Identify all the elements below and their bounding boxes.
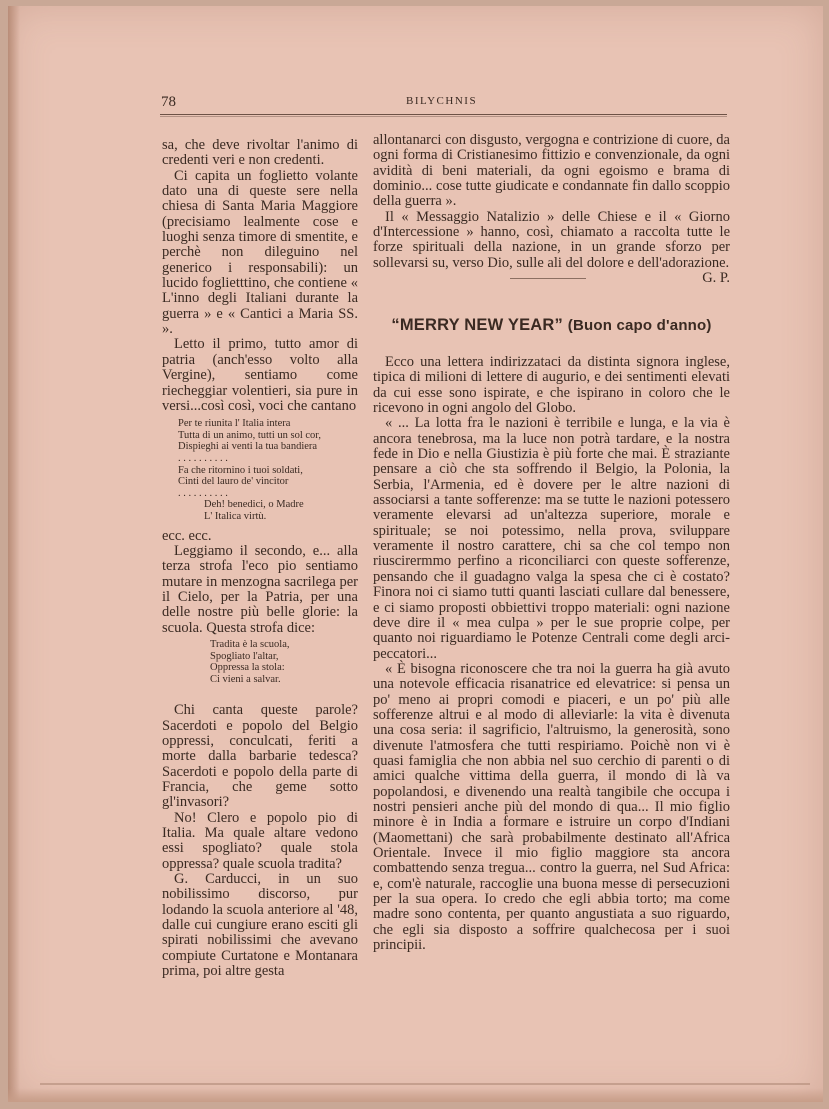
left-column — [162, 138, 358, 980]
verse-stanza-1 — [178, 418, 358, 522]
page-edge-shadow — [8, 6, 20, 1102]
verse-line: Spogliato l'altar, — [210, 650, 279, 662]
verse-line: Dispieghi ai venti la tua bandiera — [178, 441, 318, 453]
article-title — [373, 316, 730, 335]
verse-line: Deh! benedici, o Madre — [204, 499, 304, 511]
left-paragraph-6: Chi canta queste parole? Sacerdoti e popolo del Belgio oppressi, conculcati, feriti a morte dalla barbarie tedesca? Sacerdoti e popolo della parte di Francia, che geme sotto gl'invasori? — [162, 702, 358, 811]
left-paragraph-7: No! Clero e popolo pio di Italia. Ma quale altare vedono essi spogliato? quale stola oppressa? quale scuola tradita? — [162, 809, 358, 872]
verse-line: Cinti del lauro de' vincitor — [178, 476, 289, 488]
header-rule-secondary — [160, 116, 727, 117]
left-paragraph-2: Ci capita un foglietto volante dato una di queste sere nella chiesa di Santa Maria Maggiore (precisiamo lealmente cose e luoghi senza timore di smentite, e perchè non dileguino nel generico i responsabili): un lucido foglietttino, che contiene « L'inno degli Italiani durante la guerra » e « Cantici a Maria SS. ». — [162, 167, 358, 338]
verse-ellipsis: . . . . . . . . . . — [178, 452, 228, 464]
verse-line: Per te riunita l' Italia intera — [178, 418, 291, 430]
signature: G. P. — [702, 270, 730, 287]
bottom-rule — [40, 1083, 810, 1085]
header-rule — [160, 114, 727, 115]
verse-line: L' Italica virtù. — [204, 510, 267, 522]
verse-line: Oppressa la stola: — [210, 662, 285, 674]
page-number: 78 — [161, 94, 176, 110]
left-paragraph-4: ecc. ecc. — [162, 527, 212, 544]
page-bottom-shadow — [8, 1088, 823, 1102]
verse-line: Fa che ritornino i tuoi soldati, — [178, 464, 303, 476]
verse-stanza-scuola — [210, 639, 358, 685]
right-column — [373, 133, 730, 286]
running-head: BILYCHNIS — [406, 95, 478, 107]
left-paragraph-5: Leggiamo il secondo, e... alla terza strofa l'eco pio sentiamo mutare in menzogna sacrilega per il Cielo, per la Patria, per una delle nostre più belle glorie: la scuola. Questa strofa dice: — [162, 542, 358, 636]
article-body — [373, 355, 730, 953]
verse-line: Ci vieni a salvar. — [210, 673, 281, 685]
article-paragraph-1: Ecco una lettera indirizzataci da distinta signora inglese, tipica di milioni di lettere di augurio, e dei sentimenti elevati da cui esse sono ispirate, e che ispirano in coloro che le ricevono in ogni angolo del Globo. — [373, 354, 730, 417]
article-paragraph-2: « ... La lotta fra le nazioni è terribile e lunga, e la via è ancora tenebrosa, ma la luce non potrà tardare, e la nostra fede in Dio e nella Giustizia è più forte che mai. È straziante pensare a ciò che sta soffrendo il Belgio, la Polonia, la Serbia, l'Armenia, ed è dovere per le altre nazioni di associarsi a tante sofferenze: ma se tutte le nazioni potessero veramente elevarsi ad un'altezza superiore, morale e spirituale; se noi potessimo, nella prova, sviluppare veramente il nostro carattere, chi sa che col tempo non riuscirermmo perfino a riconciliarci con queste sofferenze, pensando che il guadagno valga la spesa che ci è costato? Finora noi ci siamo tutti quanti lasciati cullare dal benessere, e ci siamo proposti obbiettivi troppo materiali: ogni nazione deve dire il « mea culpa » per le sue proprie colpe, per quanto noi riguardiamo le Potenze Centrali come degli arci-peccatori... — [373, 415, 730, 662]
article-paragraph-3: « È bisogna riconoscere che tra noi la guerra ha già avuto una notevole efficacia risanatrice ed elevatrice: si pensa un po' meno ai propri comodi e piaceri, e un po' più alle sofferenze altrui e al modo di alleviarle: la vita è divenuta una cosa seria: il sagrificio, l'altruismo, la generosità, sono divenute l'atmosfera che tutti respiriamo. Poichè non vi è quasi famiglia che non abbia nel suo cerchio di parenti o di amici qualche vittima della guerra, il mondo di là va popolandosi, e divenendo una realtà tangibile che occupa i nostri pensieri anche più del mondo di qua... Il mio figlio minore è in India a formare e istruire un corpo d'Indiani (Maomettani) che sarà probabilmente destinato all'Africa Orientale. Invece il mio figlio maggiore sta ancora combattendo senza tregua... contro la guerra, nel Sud Africa: e, com'è naturale, raccoglie una buona messe di persecuzioni per la sua opera. Io credo che egli abbia torto; ma come madre sono contenta, per quanto angustiata a suo riguardo, che egli sia disposto a soffrire qualchecosa per i suoi principii. — [373, 660, 730, 954]
left-paragraph-3: Letto il primo, tutto amor di patria (anch'esso volto alla Vergine), sentiamo come riecheggiar volentieri, sia pure in versi...così così, voci che cantano — [162, 336, 358, 414]
right-paragraph-1: allontanarci con disgusto, vergogna e contrizione di cuore, da ogni forma di Cristianesimo fittizio e convenzionale, da ogni avidità di beni materiali, da ogni egoismo e brama di dominio... cose tutte giudicate e condannate fin dallo scoppio della guerra ». — [373, 132, 730, 210]
section-separator — [510, 278, 586, 279]
left-paragraph-1: sa, che deve rivoltar l'animo di credenti veri e non credenti. — [162, 137, 358, 169]
article-title-main: “MERRY NEW YEAR” — [391, 316, 563, 334]
verse-line: Tradita è la scuola, — [210, 638, 290, 650]
left-paragraph-8: G. Carducci, in un suo nobilissimo discorso, pur lodando la scuola anteriore al '48, dalle cui cungiure erano esciti gli spirati nobilissimi che avevano compiute Curtatone e Montanara prima, poi altre gesta — [162, 871, 358, 980]
article-subtitle: (Buon capo d'anno) — [567, 317, 712, 334]
verse-line: Tutta di un animo, tutti un sol cor, — [178, 429, 321, 441]
right-paragraph-2: Il « Messaggio Natalizio » delle Chiese e il « Giorno d'Intercessione » hanno, così, chiamato a raccolta tutte le forze spirituali della nazione, in un grande sforzo per sollevarsi su, verso Dio, sulle ali del dolore e dell'adorazione. — [373, 208, 730, 271]
verse-ellipsis: . . . . . . . . . . — [178, 487, 228, 499]
